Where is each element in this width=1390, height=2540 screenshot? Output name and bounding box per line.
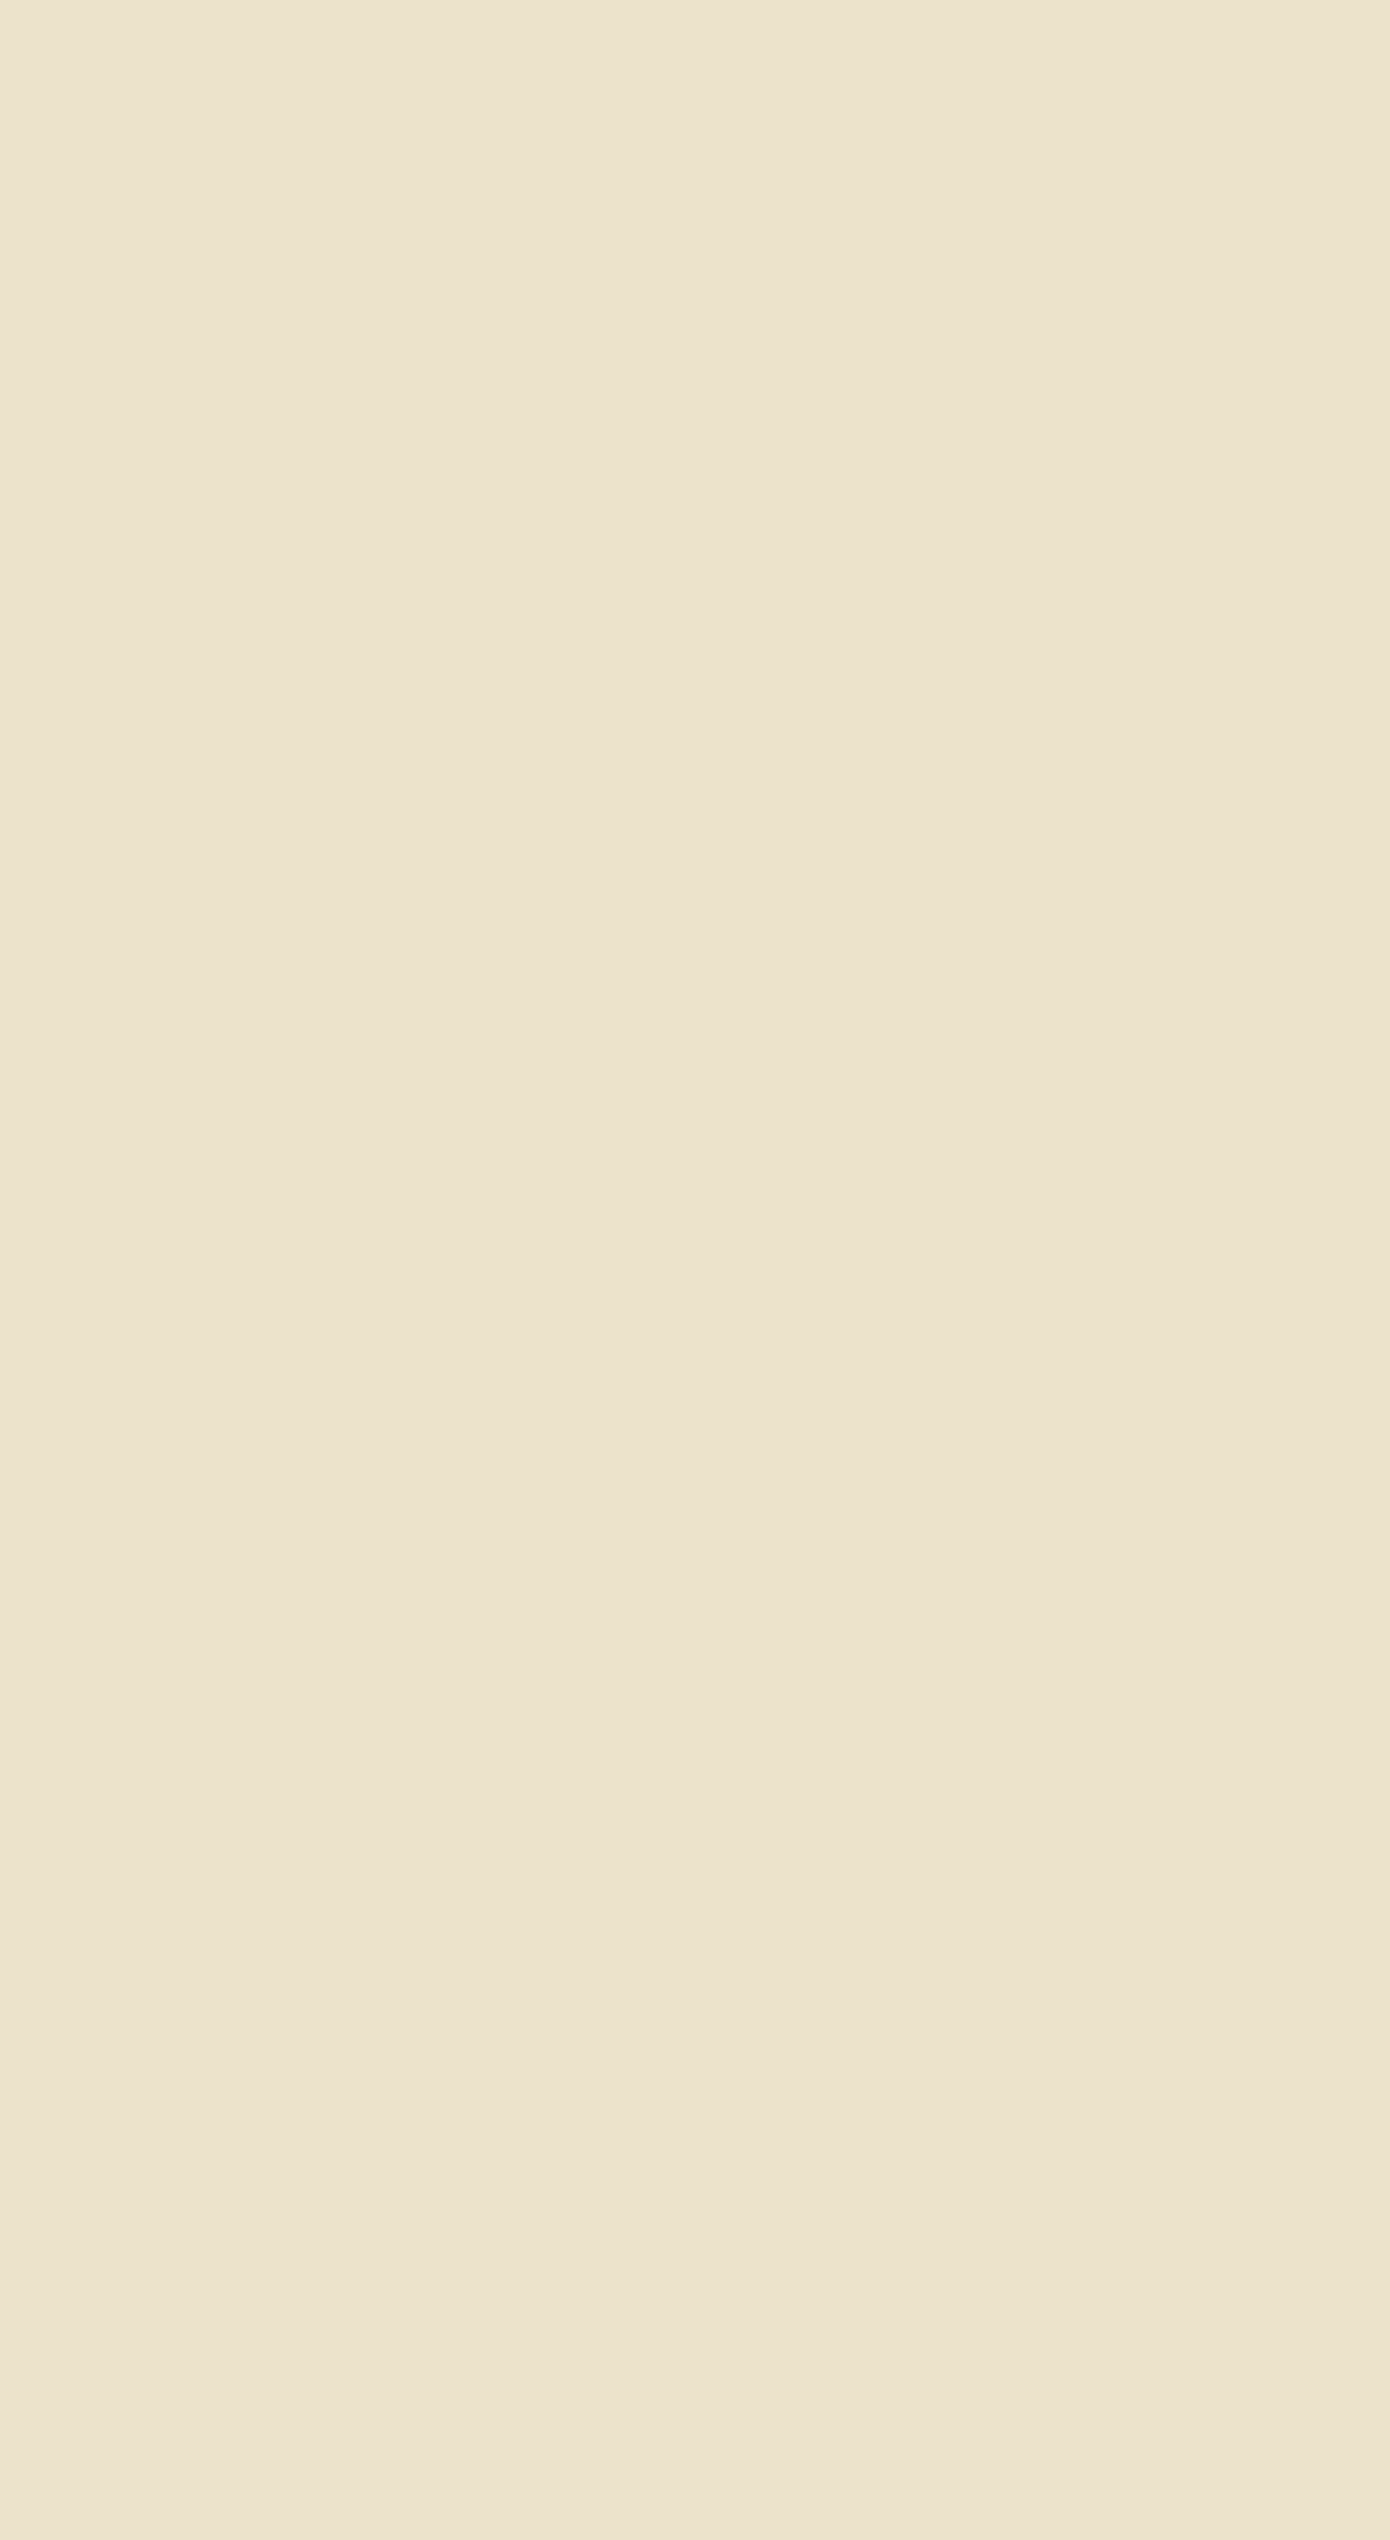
running-header [80,102,1325,146]
